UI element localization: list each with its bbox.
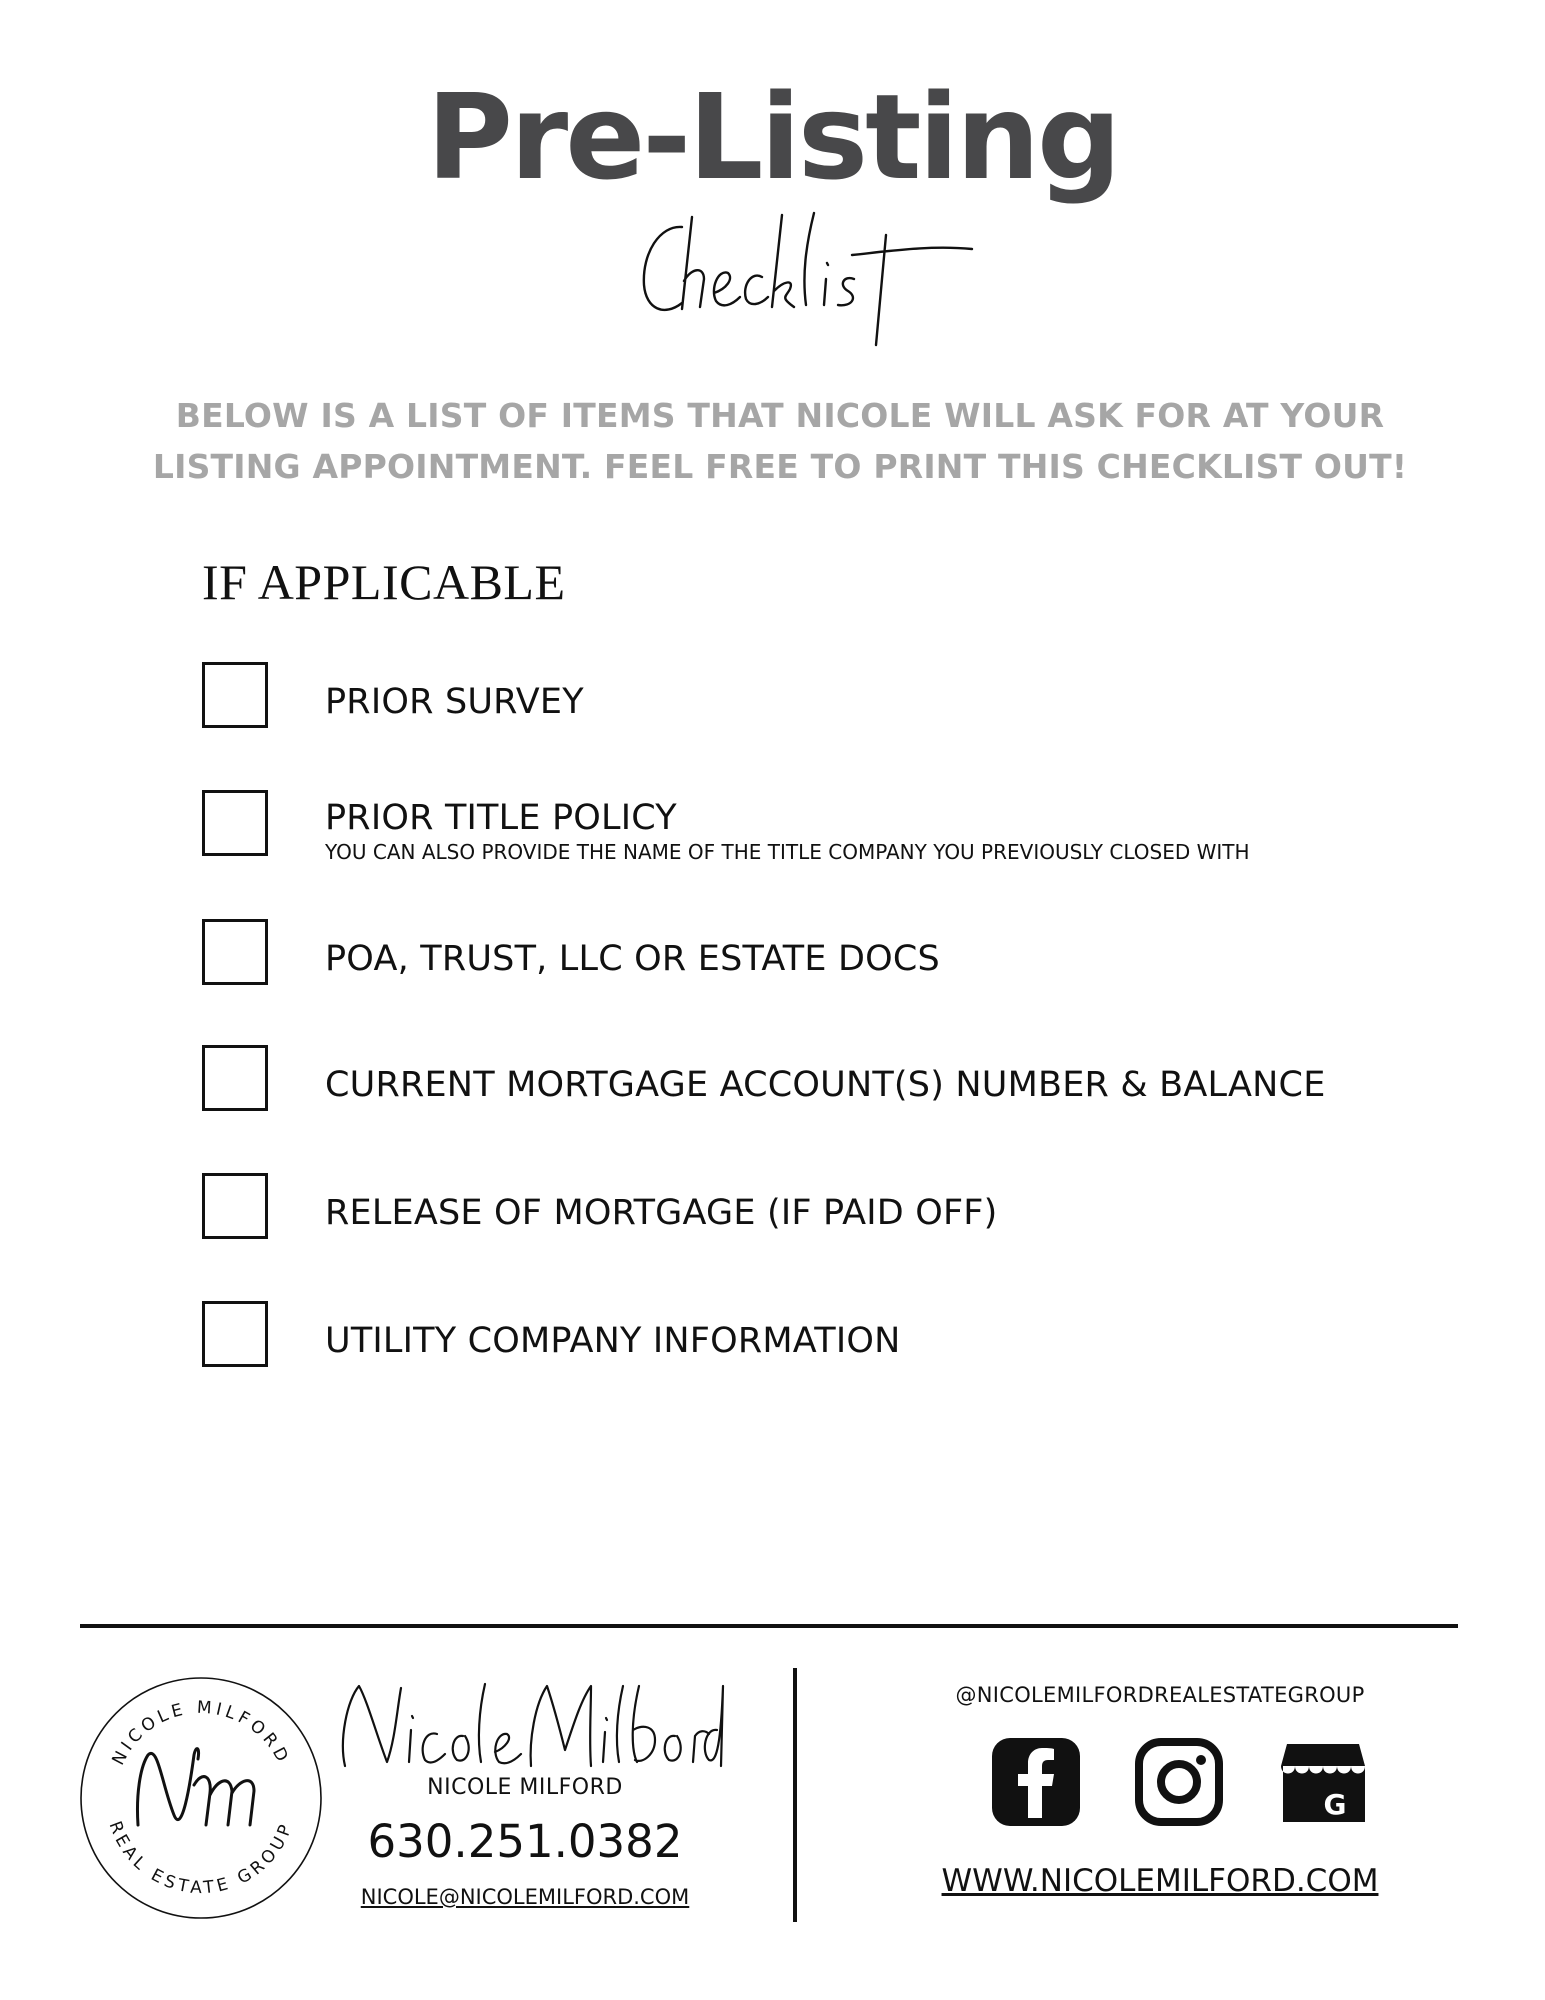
checklist-item xyxy=(202,1173,1402,1245)
svg-text:G: G xyxy=(1323,1788,1347,1821)
svg-text:NICOLE MILFORD xyxy=(108,1698,293,1769)
checklist-item xyxy=(202,1045,1402,1117)
checkbox[interactable] xyxy=(202,919,268,985)
footer-divider xyxy=(80,1624,1458,1628)
agent-name: NICOLE MILFORD xyxy=(427,1775,623,1800)
checklist-item xyxy=(202,790,1402,862)
checklist-item-label: CURRENT MORTGAGE ACCOUNT(S) NUMBER & BALANCE xyxy=(325,1065,1326,1105)
page-title: Pre-Listing xyxy=(426,68,1119,206)
logo-bottom-text: REAL ESTATE GROUP xyxy=(104,1818,298,1899)
checklist-item xyxy=(202,919,1402,991)
intro-text xyxy=(150,390,1410,492)
section-heading: IF APPLICABLE xyxy=(202,554,566,610)
social-handle: @NICOLEMILFORDREALESTATEGROUP xyxy=(955,1683,1365,1707)
checkbox[interactable] xyxy=(202,790,268,856)
checklist-item-note: YOU CAN ALSO PROVIDE THE NAME OF THE TITLE COMPANY YOU PREVIOUSLY CLOSED WITH xyxy=(325,840,1250,864)
signature xyxy=(325,1670,725,1780)
checklist-item-label: POA, TRUST, LLC OR ESTATE DOCS xyxy=(325,939,940,979)
footer-column-divider xyxy=(793,1668,797,1922)
monogram-icon xyxy=(137,1749,254,1825)
intro-line-2: LISTING APPOINTMENT. FEEL FREE TO PRINT THIS CHECKLIST OUT! xyxy=(152,447,1408,486)
logo-top-text: NICOLE MILFORD xyxy=(108,1697,294,1769)
svg-text:REAL ESTATE GROUP xyxy=(105,1819,298,1899)
intro-line-1: BELOW IS A LIST OF ITEMS THAT NICOLE WILL ASK FOR AT YOUR xyxy=(175,396,1385,435)
checklist-item xyxy=(202,1301,1402,1373)
instagram-icon[interactable] xyxy=(1133,1736,1225,1828)
website-link[interactable]: WWW.NICOLEMILFORD.COM xyxy=(941,1863,1379,1899)
checklist-item-label: PRIOR SURVEY xyxy=(325,682,584,722)
google-business-icon[interactable] xyxy=(1277,1736,1369,1828)
checklist-script-subtitle xyxy=(630,205,990,355)
agent-phone: 630.251.0382 xyxy=(367,1815,683,1868)
checklist-item-label: UTILITY COMPANY INFORMATION xyxy=(325,1321,901,1361)
checklist-item-label: RELEASE OF MORTGAGE (IF PAID OFF) xyxy=(325,1193,998,1233)
checkbox[interactable] xyxy=(202,662,268,728)
checklist-item xyxy=(202,662,1402,734)
brand-logo xyxy=(78,1675,324,1921)
facebook-icon[interactable] xyxy=(990,1736,1082,1828)
checkbox[interactable] xyxy=(202,1045,268,1111)
checkbox[interactable] xyxy=(202,1173,268,1239)
checklist-item-label: PRIOR TITLE POLICY xyxy=(325,798,677,838)
checkbox[interactable] xyxy=(202,1301,268,1367)
agent-email-link[interactable]: NICOLE@NICOLEMILFORD.COM xyxy=(360,1885,690,1909)
